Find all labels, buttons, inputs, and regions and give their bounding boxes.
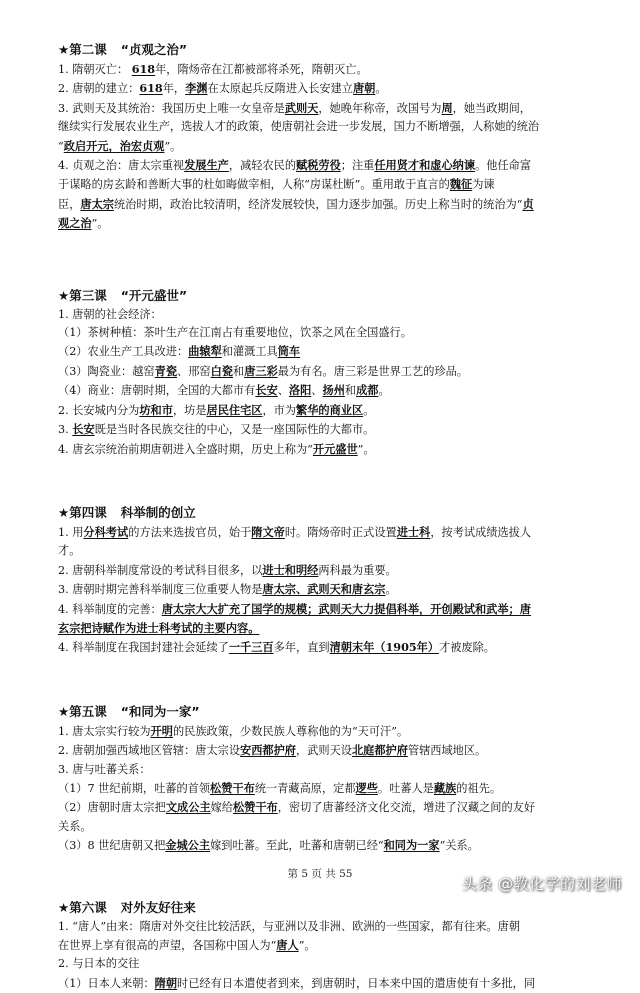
text-run: ，坊是 xyxy=(172,403,207,417)
text-run: 1. 隋朝灭亡： xyxy=(58,63,132,76)
text-line xyxy=(58,638,610,657)
text-run: 既是当时各民族交往的中心，又是一座国际性的大都市。 xyxy=(94,423,375,437)
text-line xyxy=(58,324,610,342)
text-run: 。 xyxy=(363,403,375,417)
key-term: 分科考试 xyxy=(83,524,129,539)
text-run: 两科最为重要。 xyxy=(318,563,397,577)
text-line xyxy=(58,722,610,741)
text-run: （3）8 世纪唐朝又把 xyxy=(58,839,166,853)
section-gap xyxy=(58,658,610,702)
key-term: 成都 xyxy=(356,383,379,398)
section-5 xyxy=(58,702,610,856)
text-run: 、 xyxy=(311,384,323,398)
key-term: 唐三彩 xyxy=(244,363,278,378)
text-line xyxy=(58,440,610,459)
text-run: 1. “唐人”由来：隋唐对外交往比较活跃，与亚洲以及非洲、欧洲的一些国家，都有往来。唐朝 xyxy=(58,919,520,933)
text-run: 1. 用 xyxy=(58,525,84,539)
text-run: 。他任命富 xyxy=(475,159,532,173)
text-line xyxy=(58,580,610,599)
text-run: 的祖先。 xyxy=(456,781,502,795)
text-line xyxy=(58,60,610,79)
text-run: ，她当政期间， xyxy=(452,101,531,115)
text-run: 3. 唐朝时期完善科举制度三位重要人物是 xyxy=(58,583,263,597)
text-run: “ xyxy=(58,139,64,153)
key-term: 发展生产 xyxy=(184,158,229,173)
text-run: 统一青藏高原，定都 xyxy=(254,781,356,795)
key-term: 开元盛世 xyxy=(312,441,358,456)
key-term: 居民住宅区 xyxy=(206,402,263,417)
text-line xyxy=(58,523,610,542)
section-title xyxy=(58,702,610,722)
text-line xyxy=(58,420,610,439)
text-run: 和 xyxy=(344,384,357,398)
key-term: 一千三百 xyxy=(228,640,274,655)
section-3 xyxy=(58,286,610,459)
text-line xyxy=(58,99,610,118)
key-term: 李渊 xyxy=(185,81,208,96)
text-line xyxy=(58,836,610,855)
text-run: ”。 xyxy=(164,139,182,153)
key-term: 松赞干布 xyxy=(210,780,255,795)
section-gap xyxy=(58,234,610,286)
section-title xyxy=(58,40,610,60)
text-run: 。 xyxy=(375,82,387,96)
text-run: （2）唐朝时唐太宗把 xyxy=(58,801,166,815)
text-run: ，减轻农民的 xyxy=(228,159,297,173)
key-term: 618 xyxy=(131,62,156,76)
lesson-number: ★第四课 xyxy=(58,504,107,520)
text-line xyxy=(58,362,610,381)
text-run: 3. 唐与吐蕃关系： xyxy=(58,762,151,776)
text-line xyxy=(58,561,610,580)
text-line xyxy=(58,195,610,214)
text-run: ”。 xyxy=(91,217,109,231)
text-run: 2. 唐朝科举制度常设的考试科目很多，以 xyxy=(58,563,263,577)
key-term: 任用贤才和虚心纳谏 xyxy=(374,158,476,173)
text-line xyxy=(58,137,610,156)
key-term: 唐人 xyxy=(276,938,299,952)
text-run: 3. xyxy=(58,423,73,437)
text-line xyxy=(58,600,610,619)
text-run: 继续实行发展农业生产，选拔人才的政策，使唐朝社会进一步发展，国力不断增强，人称她的统治 xyxy=(58,120,540,134)
key-term: 和同为一家 xyxy=(383,838,440,853)
text-run: 时已经有日本遣使者到来，到唐朝时，日本来中国的遣唐使有十多批，同 xyxy=(177,976,536,990)
key-term: 松赞干布 xyxy=(232,800,278,815)
text-run: （4）商业：唐朝时期，全国的大都市有 xyxy=(58,384,256,398)
text-run: 才。 xyxy=(58,544,81,558)
text-run: ；注重 xyxy=(340,159,375,173)
lesson-number: ★第三课 xyxy=(58,287,107,303)
key-term: 北庭都护府 xyxy=(351,743,408,758)
text-line xyxy=(58,761,610,779)
key-term: 进士和明经 xyxy=(262,562,319,577)
lesson-number: ★第二课 xyxy=(58,42,107,57)
key-term: 赋税劳役 xyxy=(296,158,341,173)
text-line xyxy=(58,175,610,194)
text-line xyxy=(58,118,610,136)
key-term: 周 xyxy=(441,100,453,115)
key-term: 藏族 xyxy=(433,780,457,795)
key-term: 隋朝 xyxy=(154,975,178,990)
text-line xyxy=(58,156,610,175)
text-run: 4. 唐玄宗统治前期唐朝进入全盛时期，历史上称为“ xyxy=(58,442,313,456)
key-term: 白瓷 xyxy=(210,363,233,378)
text-line xyxy=(58,401,610,420)
text-run: （3）陶瓷业：越窑 xyxy=(58,364,155,378)
section-6 xyxy=(58,898,610,993)
key-term: 唐太宗、武则天和唐玄宗 xyxy=(262,582,386,597)
text-run: （1）日本人来朝： xyxy=(58,976,155,990)
document-page xyxy=(58,40,610,993)
text-run: 3. 武则天及其统治：我国历史上唯一女皇帝是 xyxy=(58,101,285,115)
text-run: 4. 贞观之治：唐太宗重视 xyxy=(58,159,185,173)
key-term: 唐太宗 xyxy=(80,196,114,211)
key-term: 筒车 xyxy=(277,344,301,359)
key-term: 618 xyxy=(139,81,163,96)
key-term: 唐太宗大大扩充了国学的规模；武则天大力提倡科举，开创殿试和武举；唐 xyxy=(161,601,531,616)
text-run: ，密切了唐蕃经济文化交流，增进了汉藏之间的友好 xyxy=(277,801,536,815)
key-term: 安西都护府 xyxy=(240,743,296,758)
key-term: 隋文帝 xyxy=(251,524,285,539)
watermark-logo: 头条 @教化学的刘老师 xyxy=(461,875,622,893)
text-run: ，她晚年称帝，改国号为 xyxy=(318,101,442,115)
key-term: 曲辕犁 xyxy=(188,344,222,359)
lesson-number: ★第五课 xyxy=(58,703,107,719)
text-run: ，市为 xyxy=(262,403,297,417)
text-run: 4. 科举制度的完善： xyxy=(58,602,162,616)
key-term: 玄宗把诗赋作为进士科考试的主要内容。 xyxy=(58,620,260,635)
key-term: 青瓷 xyxy=(154,363,178,378)
section-title xyxy=(58,503,610,523)
text-run: 和 xyxy=(232,364,245,378)
text-line xyxy=(58,936,610,955)
text-run: 在世界上享有很高的声望，各国称中国人为“ xyxy=(58,939,277,952)
key-term: 扬州 xyxy=(322,383,345,398)
text-run: 时。隋炀帝时正式设置 xyxy=(284,525,397,539)
text-run: 。 xyxy=(378,384,390,398)
text-run: 为谏 xyxy=(472,178,495,192)
text-run: 4. 科举制度在我国封建社会延续了 xyxy=(58,641,229,655)
text-run: 的方法来选拔官员，始于 xyxy=(128,525,252,539)
lesson-name: “贞观之治” xyxy=(120,42,188,57)
text-run: 的民族政策，少数民族人尊称他的为“天可汗”。 xyxy=(172,724,409,738)
key-term: 清朝末年（1905年） xyxy=(329,640,440,655)
text-run: 和灌溉工具 xyxy=(221,345,278,359)
text-run: ”。 xyxy=(298,939,316,952)
text-run: （1）茶树种植：茶叶生产在江南占有重要地位，饮茶之风在全国盛行。 xyxy=(58,326,412,340)
text-line xyxy=(58,918,610,936)
key-term: 文成公主 xyxy=(165,800,211,815)
key-term: 逻些 xyxy=(355,780,378,795)
text-run: 多年，直到 xyxy=(273,641,330,655)
text-run: 在太原起兵反隋进入长安建立 xyxy=(207,82,353,96)
text-line xyxy=(58,79,610,98)
text-run: 。吐蕃人是 xyxy=(377,781,434,795)
text-line xyxy=(58,818,610,836)
text-run: 2. 长安城内分为 xyxy=(58,403,140,417)
text-run: 2. 与日本的交往 xyxy=(58,957,140,971)
text-run: 、 xyxy=(277,384,289,398)
lesson-name: 科举制的创立 xyxy=(120,504,196,520)
text-line xyxy=(58,741,610,760)
text-run: （1）7 世纪前期，吐蕃的首领 xyxy=(58,781,211,795)
text-run: ”关系。 xyxy=(439,839,479,853)
section-2 xyxy=(58,40,610,234)
key-term: 开明 xyxy=(150,723,173,738)
text-line xyxy=(58,779,610,798)
text-run: 嫁到吐蕃。至此，吐蕃和唐朝已经“ xyxy=(210,839,384,853)
lesson-name: “和同为一家” xyxy=(120,703,200,719)
section-title xyxy=(58,286,610,306)
section-4 xyxy=(58,503,610,658)
text-run: 统治时期，政治比较清明，经济发展较快，国力逐步加强。历史上称当时的统治为“ xyxy=(113,197,523,211)
key-term: 观之治 xyxy=(58,216,92,231)
document-body xyxy=(58,40,610,993)
text-run: 最为有名。唐三彩是世界工艺的珍品。 xyxy=(277,364,468,378)
lesson-name: “开元盛世” xyxy=(120,287,188,303)
text-run: ，武则天设 xyxy=(296,744,352,758)
key-term: 金城公主 xyxy=(165,838,211,853)
text-run: 、邢窑 xyxy=(177,364,211,378)
key-term: 长安 xyxy=(72,422,95,437)
key-term: 贞 xyxy=(522,196,534,211)
key-term: 洛阳 xyxy=(288,383,312,398)
text-run: 年， xyxy=(162,82,186,96)
key-term: 唐朝 xyxy=(352,81,376,96)
text-run: 1. 唐太宗实行较为 xyxy=(58,724,151,738)
text-line xyxy=(58,214,610,233)
text-run: 2. 唐朝加强西域地区管辖：唐太宗设 xyxy=(58,744,241,758)
key-term: 武则天 xyxy=(284,100,319,115)
key-term: 魏征 xyxy=(449,177,473,192)
lesson-name: 对外友好往来 xyxy=(120,899,196,915)
text-run: 才被废除。 xyxy=(439,641,495,655)
text-run: 管辖西域地区。 xyxy=(407,744,487,758)
text-run: 嫁给 xyxy=(210,801,233,815)
key-term: 政启开元，治宏贞观 xyxy=(63,138,165,153)
text-run: 。 xyxy=(385,583,397,597)
text-run: 2. 唐朝的建立： xyxy=(58,82,140,96)
text-run: 年，隋炀帝在江都被部将杀死，隋朝灭亡。 xyxy=(155,63,368,76)
text-run: 1. 唐朝的社会经济： xyxy=(58,307,162,321)
text-run: ，按考试成绩选拔人 xyxy=(430,525,532,539)
text-run: （2）农业生产工具改进： xyxy=(58,345,189,359)
text-line xyxy=(58,306,610,324)
text-line xyxy=(58,542,610,560)
text-line xyxy=(58,381,610,400)
lesson-number: ★第六课 xyxy=(58,899,107,915)
text-run: ”。 xyxy=(357,442,375,456)
text-line xyxy=(58,619,610,638)
key-term: 进士科 xyxy=(396,524,431,539)
text-line xyxy=(58,974,610,993)
text-run: 臣， xyxy=(58,197,81,211)
key-term: 长安 xyxy=(255,383,278,398)
section-title xyxy=(58,898,610,918)
page-footer: 第 5 页 共 55 xyxy=(287,868,353,880)
text-run: 关系。 xyxy=(58,819,92,833)
text-run: 于谋略的房玄龄和善断大事的杜如晦做宰相，人称“房谋杜断”。重用敢于直言的 xyxy=(58,178,450,192)
section-gap xyxy=(58,459,610,503)
key-term: 繁华的商业区 xyxy=(296,402,364,417)
text-line xyxy=(58,342,610,361)
key-term: 坊和市 xyxy=(139,402,173,417)
text-line xyxy=(58,955,610,973)
text-line xyxy=(58,798,610,817)
